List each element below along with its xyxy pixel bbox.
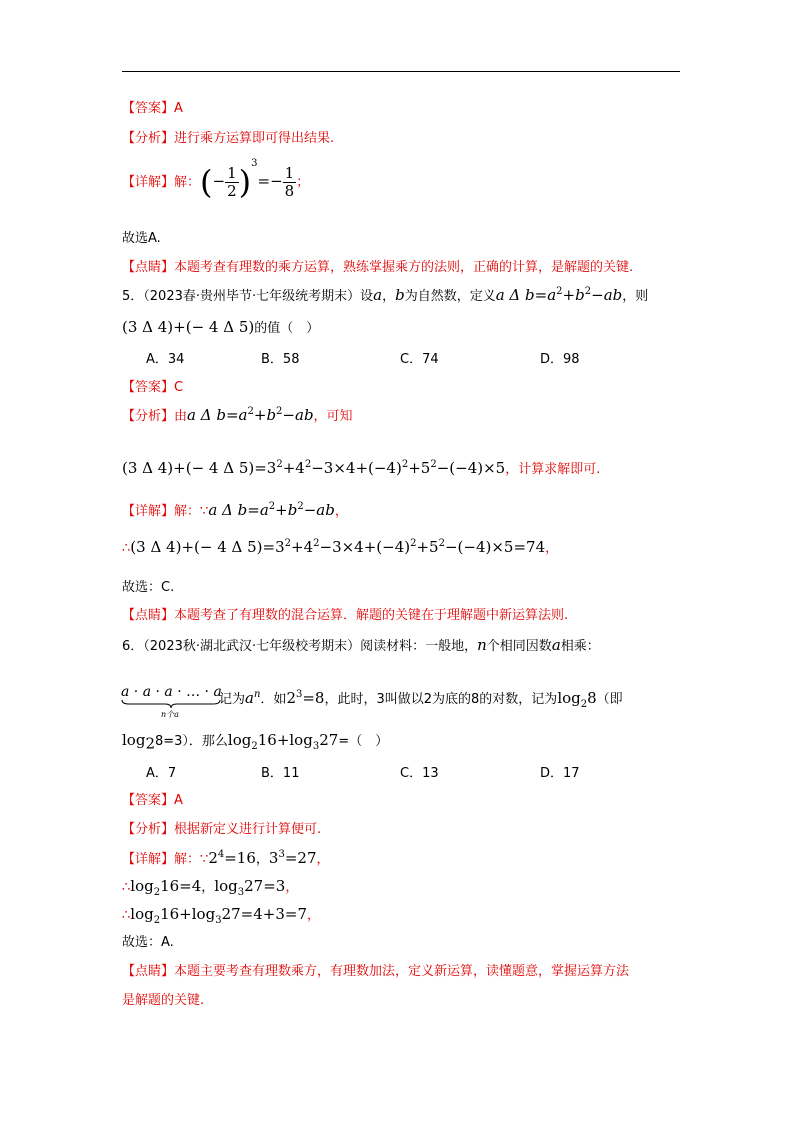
brace-label: n个a: [161, 710, 179, 719]
comment-tag: 【点睛】: [122, 260, 175, 275]
q6-stem-line3: $\log_28=3$）．那么$\log_216+\log_327=$（ ）: [122, 731, 389, 753]
q6-comment-line: [122, 963, 629, 981]
option-value: 98: [563, 352, 580, 367]
q5-choose: 故选：C.: [122, 580, 175, 595]
q5-stem-mid: 为自然数，定义: [404, 289, 496, 304]
var-b: b: [266, 406, 277, 424]
option-letter: B．: [261, 352, 283, 367]
q6-step2-line: $\therefore\log_216=4$，$\log_327=3$，: [122, 877, 299, 898]
calc-lhs: (3 Δ 4)+(− 4 Δ 5)=3: [130, 538, 285, 556]
q5-answer-value: C: [174, 380, 184, 395]
fraction-eighth: [283, 165, 297, 200]
option-letter: A．: [146, 766, 168, 781]
calc-lhs: (3 Δ 4)+(− 4 Δ 5)=3: [122, 459, 277, 477]
q4-comment-line: [122, 259, 633, 277]
q6-stem-line1: [122, 636, 600, 656]
comma: ，: [334, 504, 348, 519]
plus-sign: +: [253, 406, 267, 424]
var-a: a: [547, 286, 557, 304]
var-a: a: [238, 406, 248, 424]
q5-comment: 本题考查了有理数的混合运算．解题的关键在于理解题中新运算法则.: [174, 608, 569, 623]
q5-stem-end: ，则: [622, 289, 649, 304]
q5-option-d[interactable]: [540, 348, 580, 367]
q5-answer-line: [122, 379, 183, 397]
q5-detail-def: a Δ $b=a^2+b^2-ab$: [208, 501, 335, 519]
equals-sign: =: [534, 286, 548, 304]
q5-comment-line: [122, 607, 568, 625]
plus-sign: +: [275, 501, 288, 519]
option-value: 58: [282, 352, 300, 367]
answer-tag: 【答案】: [122, 793, 175, 808]
equals-sign: =: [257, 172, 271, 190]
q4-formula: (− $\frac{1}{2}$ )$^3$=− $\frac{1}{8}$: [200, 158, 295, 201]
option-value: 13: [422, 766, 439, 781]
q5-definition: a Δ $b=a^2+b^2-ab$: [495, 286, 623, 304]
q5-analysis-def: a Δ $b=a^2+b^2-ab$: [187, 406, 314, 424]
because-symbol: ∵: [200, 504, 209, 519]
comment-tag: 【点睛】: [122, 964, 175, 979]
q6-choose-line: [122, 934, 174, 952]
q6-option-a[interactable]: [146, 762, 176, 781]
analysis-tag: 【分析】: [122, 822, 175, 837]
plus-sign: +: [562, 286, 576, 304]
q5-choose-line: [122, 579, 174, 597]
def-lhs: a Δ b: [208, 501, 248, 519]
option-value: 7: [167, 766, 177, 781]
option-letter: D．: [540, 352, 564, 367]
comma: ，: [545, 541, 559, 556]
q6-comment2: 是解题的关键.: [122, 993, 205, 1008]
q6-note4: （即: [596, 692, 623, 707]
q6-stem-mid: 个相同因数: [486, 639, 552, 654]
q4-analysis-line: [122, 130, 334, 148]
option-value: 74: [422, 352, 439, 367]
log-word: log: [122, 731, 146, 749]
q6-stem-end: 相乘：: [560, 639, 600, 654]
fraction-half: [225, 165, 239, 200]
q4-choose: 故选A.: [122, 231, 161, 246]
var-a: a: [259, 501, 269, 519]
q6-choose: 故选：A.: [122, 935, 174, 950]
q6-product-brace: [121, 681, 222, 719]
option-letter: A．: [146, 352, 168, 367]
minus-sign: −: [591, 286, 604, 304]
q5-expression: (3 Δ 4)+(− 4 Δ 5): [122, 318, 255, 336]
q6-analysis-line: [122, 821, 321, 839]
q6-detail-line: 【详解】解：$\because 2^4=16$，$3^3=27$，: [122, 849, 330, 867]
comment-tag: 【点睛】: [122, 608, 175, 623]
q5-stem-line2: [122, 318, 319, 338]
q6-note1: 记为: [219, 692, 246, 707]
option-letter: C．: [400, 352, 423, 367]
q6-analysis: 根据新定义进行计算便可.: [174, 822, 322, 837]
q5-therefore-line: [122, 538, 558, 558]
var-b: b: [287, 501, 298, 519]
q5-option-a[interactable]: [146, 348, 184, 367]
exponent: 3: [251, 158, 258, 169]
answer-tag: 【答案】: [122, 380, 175, 395]
q4-answer-line: [122, 100, 183, 118]
therefore-symbol: ∴: [122, 541, 131, 556]
q6-option-d[interactable]: [540, 762, 580, 781]
q6-answer-line: [122, 792, 183, 810]
var-a: a: [551, 636, 561, 654]
frac-den: 8: [284, 181, 295, 200]
q5-option-b[interactable]: [261, 348, 299, 367]
frac-num: 1: [284, 163, 295, 182]
q4-detail-line: [122, 158, 309, 204]
q5-detail-prefix: 解：: [174, 504, 201, 519]
option-letter: D．: [540, 766, 564, 781]
q5-stem-line1: [122, 286, 648, 306]
q5-analysis-line: [122, 406, 353, 426]
detail-tag: 【详解】: [122, 852, 175, 867]
minus-sign: −: [212, 172, 226, 190]
q5-detail-line: [122, 501, 348, 521]
q6-line3-text: 8=3）．那么: [154, 734, 228, 749]
option-value: 17: [563, 766, 580, 781]
var-b: b: [395, 286, 405, 304]
var-n: n: [477, 636, 487, 654]
q5-analysis-prefix: 由: [174, 409, 188, 424]
q4-detail-prefix: 解：: [174, 175, 201, 190]
header-rule: [122, 71, 680, 72]
q6-note2: ．如: [260, 692, 287, 707]
analysis-tag: 【分析】: [122, 409, 175, 424]
q6-stem-line2: 记为$a^n$．如$2^3=8$，此时，3叫做以2为底的8的对数，记为$\log_28$（即: [219, 689, 623, 710]
comma: ，: [382, 289, 396, 304]
analysis-tag: 【分析】: [122, 131, 175, 146]
q4-answer-value: A: [174, 101, 183, 116]
q5-analysis-end: ，可知: [313, 409, 353, 424]
detail-tag: 【详解】: [122, 175, 175, 190]
minus-sign: −: [270, 172, 283, 190]
q6-option-b[interactable]: [261, 762, 299, 781]
q6-detail-prefix: 解：: [174, 852, 201, 867]
option-value: 34: [167, 352, 185, 367]
var-b: b: [575, 286, 585, 304]
frac-num: 1: [227, 163, 237, 182]
q5-option-c[interactable]: [400, 348, 439, 367]
q5-calc-line: [122, 459, 600, 479]
option-letter: C．: [400, 766, 423, 781]
var-ab: ab: [316, 501, 335, 519]
q6-step3-line: $\therefore\log_216+\log_327=4+3=7$，: [122, 905, 321, 926]
var-ab: ab: [295, 406, 314, 424]
q5-calc-expression: (3 Δ 4)+(− 4 Δ $5)=3^2+4^2-3\times 4+(-4)^2+5^2-(-4)\times 5$: [122, 459, 506, 477]
minus-sign: −: [282, 406, 295, 424]
answer-tag: 【答案】: [122, 101, 175, 116]
option-value: 11: [282, 766, 300, 781]
product-expression: a · a · a · … · a: [121, 684, 222, 700]
option-letter: B．: [261, 766, 283, 781]
equals-sign: =: [225, 406, 239, 424]
q5-calc-tail: ，计算求解即可.: [505, 462, 601, 477]
q6-comment-line2: [122, 992, 204, 1010]
q6-question: =（ ）: [338, 734, 389, 749]
q4-choose-line: [122, 230, 161, 248]
def-lhs: a Δ b: [495, 286, 535, 304]
underbrace-icon: [121, 699, 221, 709]
equals-sign: =: [247, 501, 260, 519]
q6-stem: 6．（2023秋·湖北武汉·七年级校考期末）阅读材料：一般地，: [122, 639, 478, 654]
q5-question-end: 的值（ ）: [254, 321, 320, 336]
q5-stem-prefix: 5．（2023春·贵州毕节·七年级统考期末）设: [122, 289, 374, 304]
q6-note3: ，此时，3叫做以2为底的8的对数，记为: [324, 692, 558, 707]
var-a: a: [373, 286, 383, 304]
frac-den: 2: [227, 181, 237, 200]
q6-option-c[interactable]: [400, 762, 439, 781]
def-lhs: a Δ b: [187, 406, 226, 424]
var-ab: ab: [603, 286, 623, 304]
detail-tag: 【详解】: [122, 504, 175, 519]
q4-tail: ；: [296, 175, 310, 190]
minus-sign: −: [303, 501, 317, 519]
q4-analysis-text: 进行乘方运算即可得出结果.: [174, 131, 335, 146]
q6-comment: 本题主要考查有理数乘方，有理数加法，定义新运算，读懂题意，掌握运算方法: [174, 964, 630, 979]
q5-final-expression: (3 Δ 4)+(− 4 Δ $5)=3^2+4^2-3\times 4+(-4)^2+5^2-(-4)\times 5=74$: [130, 538, 546, 556]
q5-result: =74: [513, 538, 546, 556]
q6-answer-value: A: [174, 793, 183, 808]
q4-comment: 本题考查有理数的乘方运算，熟练掌握乘方的法则，正确的计算，是解题的关键.: [174, 260, 634, 275]
